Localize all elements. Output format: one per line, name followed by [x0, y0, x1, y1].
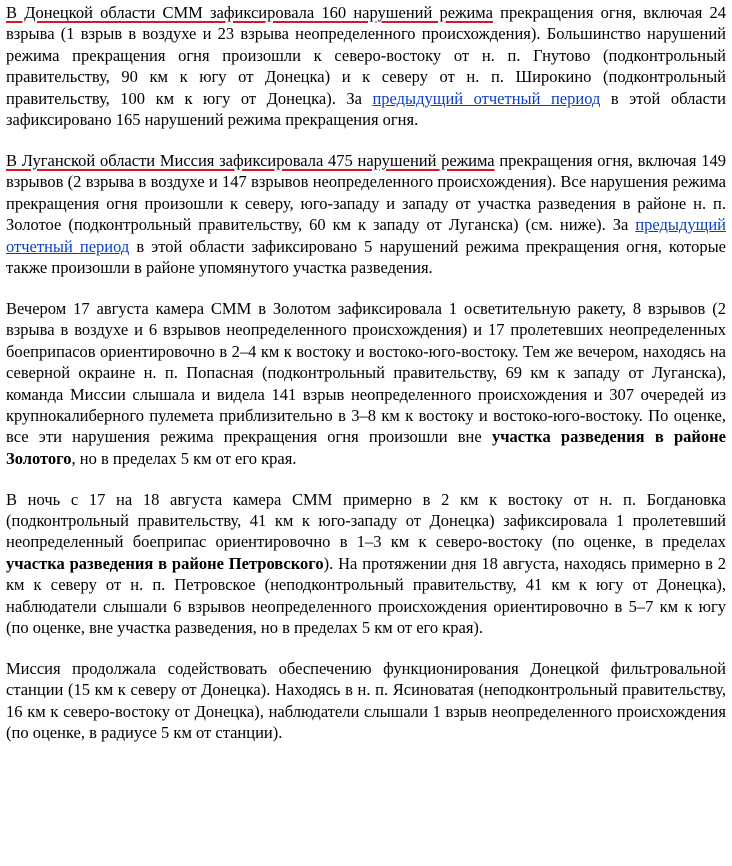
paragraph-text: прекращения огня, включая 24 взрыва (1 взрыв в воздухе и 23 взрыва неопределенного происхождения). Большинство нарушений режима прекращения огня произошли к северо-востоку от н. п. Гнутово (подконтрольный правительству, 90 км к югу от Донецка) и к северу от н. п. Широкино (подконтрольный правительству, 100 км к югу от Донецка). За: [6, 3, 726, 108]
highlighted-phrase-donetsk: В Донецкой области СММ зафиксировала 160 нарушений режима: [6, 3, 493, 22]
paragraph-text: в этой области зафиксировано 5 нарушений режима прекращения огня, которые также произошли в районе упомянутого участка разведения.: [6, 236, 727, 277]
paragraph-text: В ночь с 17 на 18 августа камера СММ примерно в 2 км к востоку от н. п. Богдановка (подконтрольный правительству, 41 км к юго-западу от Донецка) зафиксировала 1 пролетевший неопределенный боеприпас ориентировочно в 1–3 км к северо-востоку (по оценке, в пределах: [6, 489, 726, 552]
paragraph-zolote: [6, 298, 726, 469]
previous-period-link[interactable]: предыдущий отчетный период: [6, 215, 726, 256]
paragraph-donetsk: [6, 2, 726, 130]
bold-phrase-zolote-area: участка разведения в районе Золотого: [6, 427, 726, 468]
paragraph-text: в этой области зафиксировано 165 нарушений режима прекращения огня.: [6, 88, 726, 130]
paragraph-text: Вечером 17 августа камера СММ в Золотом зафиксировала 1 осветительную ракету, 8 взрывов (2 взрыва в воздухе и 6 взрывов неопределенного происхождения) и 17 пролетевших неопределенных боеприпасов ориентировочно в 2–4 км к востоку и востоко-юго-востоку. Тем же вечером, находясь на северной окраине н. п. Попасная (подконтрольный правительству, 69 км к западу от Луганска), команда Миссии слышала и видела 141 взрыв неопределенного происхождения и 307 очередей из крупнокалиберного пулемета приблизительно в 3–8 км к востоку и востоко-юго-востоку. По оценке, все эти нарушения режима прекращения огня произошли вне: [6, 298, 726, 447]
paragraph-text: прекращения огня, включая 149 взрывов (2 взрыва в воздухе и 147 взрывов неопределенного происхождения). Все нарушения режима прекращения огня произошли к северу, юго-западу и западу от участка разведения в районе н. п. Золотое (подконтрольный правительству, 60 км к западу от Луганска) (см. ниже). За: [6, 150, 726, 235]
highlighted-phrase-luhansk: В Луганской области Миссия зафиксировала 475 нарушений режима: [6, 150, 495, 170]
previous-period-link[interactable]: предыдущий отчетный период: [372, 88, 601, 108]
paragraph-text: Миссия продолжала содействовать обеспечению функционирования Донецкой фильтровальной станции (15 км к северу от Донецка). Находясь в н. п. Ясиноватая (неподконтрольный правительству, 16 км к северо-востоку от Донецка), наблюдатели слышали 1 взрыв неопределенного происхождения (по оценке, в радиусе 5 км от станции).: [6, 658, 726, 743]
bold-phrase-petrovske-area: участка разведения в районе Петровского: [6, 553, 324, 573]
paragraph-filter-station: [6, 658, 726, 744]
paragraph-text: , но в пределах 5 км от его края.: [71, 448, 297, 468]
paragraph-text: ). На протяжении дня 18 августа, находясь примерно в 2 км к северу от н. п. Петровское (неподконтрольный правительству, 41 км к югу от Донецка), наблюдатели слышали 6 взрывов неопределенного происхождения ориентировочно в 5–7 км к югу (по оценке, вне участка разведения, но в пределах 5 км от его края).: [6, 553, 727, 638]
paragraph-luhansk: [6, 150, 726, 278]
paragraph-petrovske: [6, 489, 726, 639]
